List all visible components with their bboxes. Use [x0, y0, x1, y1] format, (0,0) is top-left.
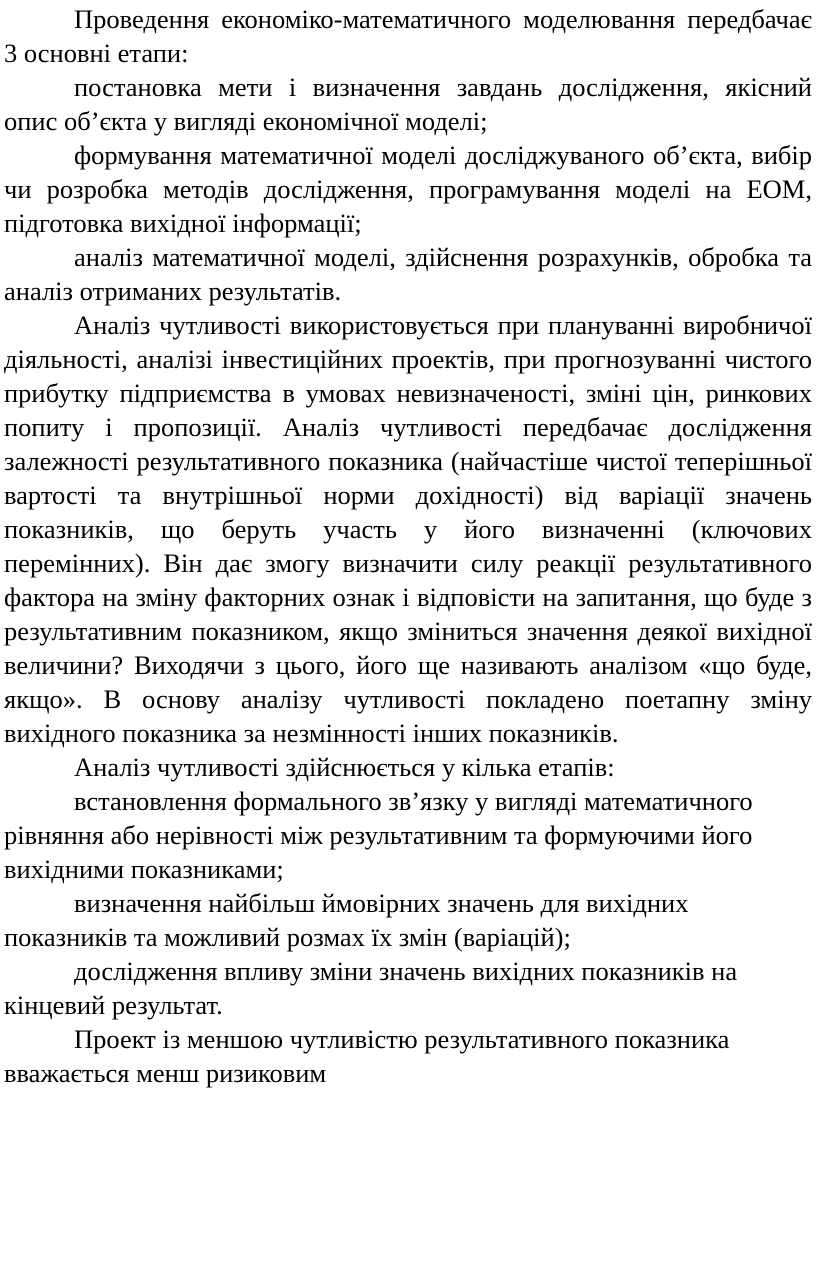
sensitivity-step-1: встановлення формального зв’язку у вигляді математичного рівняння або нерівності між результативним та формуючими його вихідними показниками; — [4, 786, 753, 884]
stage-item-1: постановка мети і визначення завдань дослідження, якісний опис об’єкта у вигляді економічної моделі; — [4, 72, 812, 136]
stage-item-3: аналіз математичної моделі, здійснення розрахунків, обробка та аналіз отриманих результатів. — [4, 242, 812, 306]
sensitivity-analysis-paragraph: Аналіз чутливості використовується при плануванні виробничої діяльності, аналізі інвестиційних проектів, при прогнозуванні чистого прибутку підприємства в умовах невизначеності, зміні цін, ринкових попиту і пропозиції. Аналіз чутливості передбачає дослідження залежності результативного показника (найчастіше чистої теперішньої вартості та внутрішньої норми дохідності) від варіації значень показників, що беруть участь у його визначенні (ключових перемінних). Він дає змогу визначити силу реакції результативного фактора на зміну факторних ознак і відповісти на запитання, що буде з результативним показником, якщо зміниться значення деякої вихідної величини? Виходячи з цього, його ще називають аналізом «що буде, якщо». В основу аналізу чутливості покладено поетапну зміну вихідного показника за незмінності інших показників. — [4, 310, 812, 748]
intro-paragraph: Проведення економіко-математичного моделювання передбачає 3 основні етапи: — [4, 4, 812, 68]
sensitivity-step-2: визначення найбільш ймовірних значень для вихідних показників та можливий розмах їх змін (варіацій); — [4, 888, 689, 952]
stage-item-2: формування математичної моделі досліджуваного об’єкта, вибір чи розробка методів дослідження, програмування моделі на ЕОМ, підготовка вихідної інформації; — [4, 140, 812, 238]
sensitivity-steps-intro: Аналіз чутливості здійснюється у кілька етапів: — [74, 752, 615, 782]
sensitivity-step-3: дослідження впливу зміни значень вихідних показників на кінцевий результат. — [4, 956, 738, 1020]
conclusion-paragraph: Проект із меншою чутливістю результативного показника вважається менш ризиковим — [4, 1024, 730, 1088]
